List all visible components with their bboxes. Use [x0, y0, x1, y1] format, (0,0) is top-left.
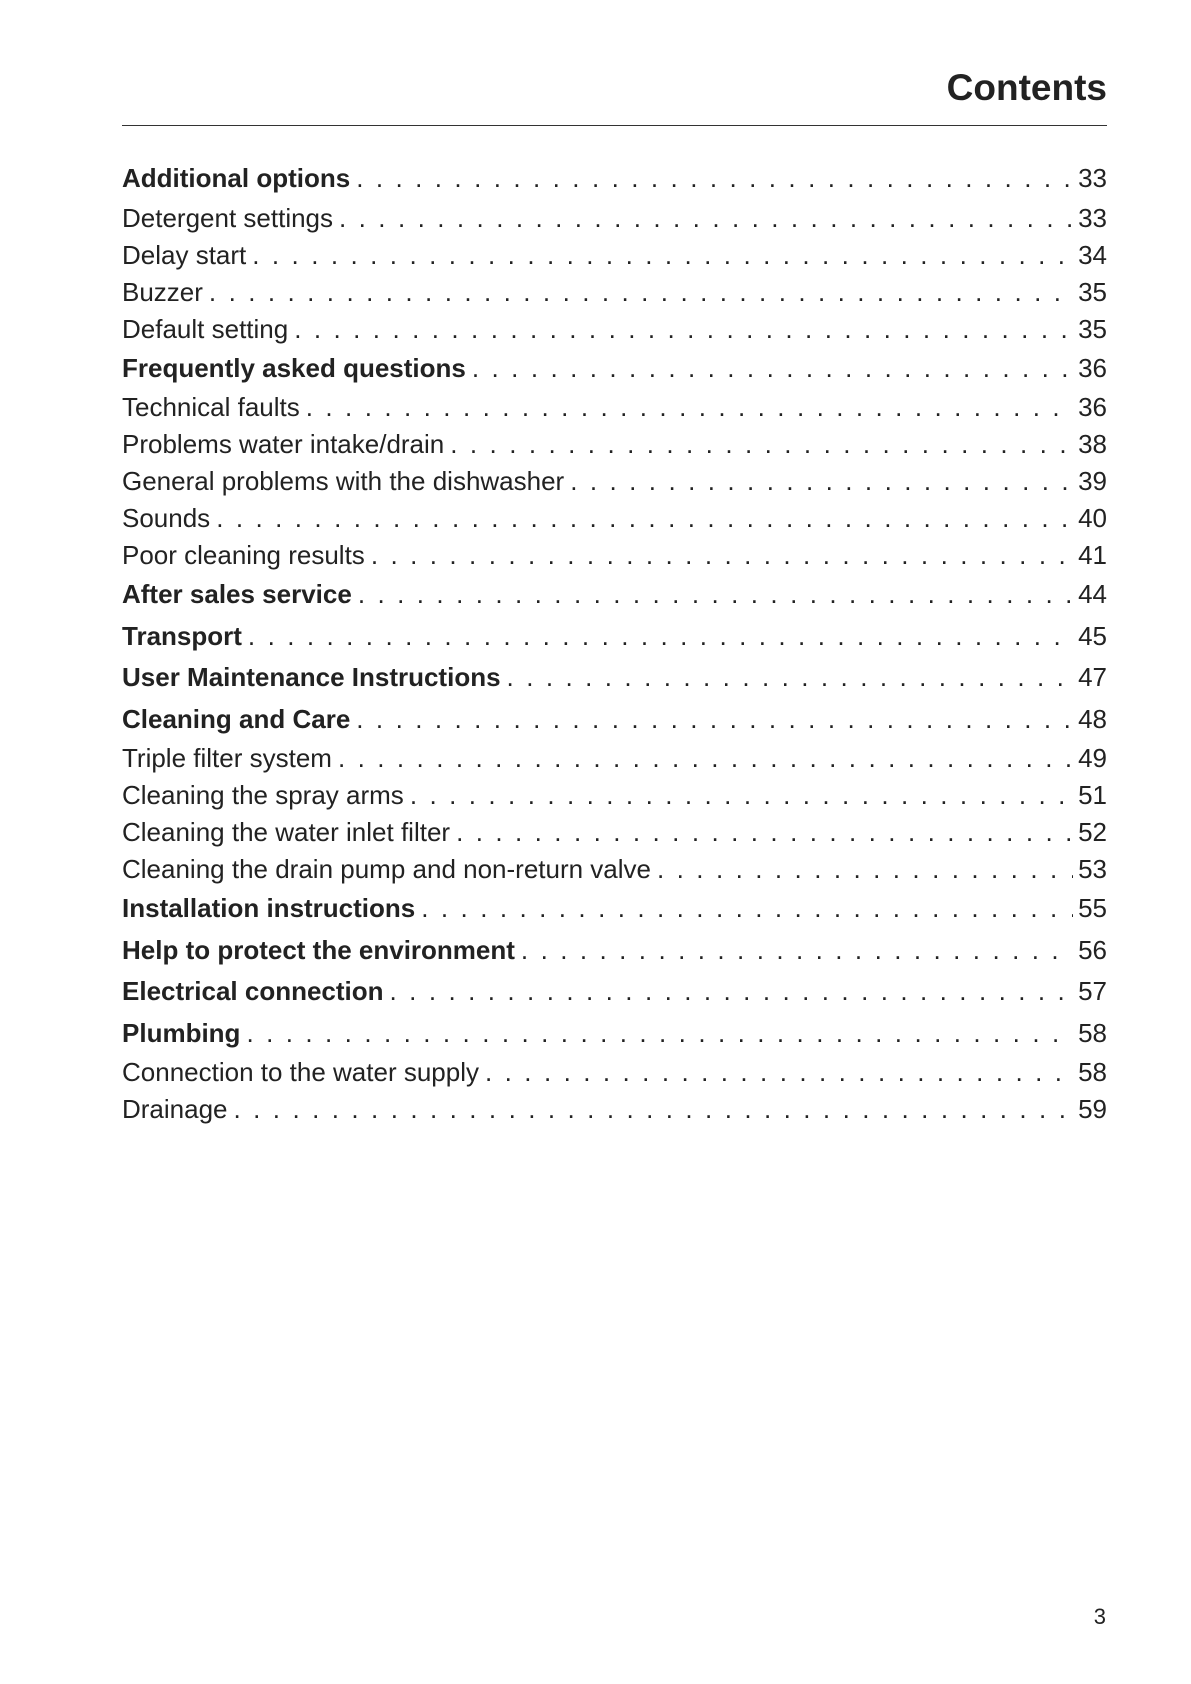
toc-entry-page: 55	[1078, 893, 1107, 923]
toc-entry-frequently-asked-questions[interactable]	[122, 348, 1107, 390]
dot-leader	[485, 1054, 1073, 1091]
toc-entry-label: Sounds	[122, 503, 211, 533]
dot-leader	[421, 888, 1073, 930]
toc-entry-page: 52	[1078, 817, 1107, 847]
dot-leader	[246, 1013, 1073, 1055]
toc-entry-page: 48	[1078, 703, 1107, 734]
toc-entry-cleaning-and-care[interactable]	[122, 699, 1107, 741]
toc-entry-page: 49	[1078, 743, 1107, 773]
toc-entry-label: User Maintenance Instructions	[122, 662, 501, 692]
toc-entry-label: Frequently asked questions	[122, 352, 466, 383]
toc-entry-page: 36	[1078, 392, 1107, 422]
toc-entry-delay-start[interactable]	[122, 237, 1107, 274]
toc-entry-label: Triple filter system	[122, 743, 332, 773]
toc-entry-additional-options[interactable]	[122, 158, 1107, 200]
toc-entry-plumbing[interactable]	[122, 1013, 1107, 1055]
toc-entry-label: Default setting	[122, 313, 289, 344]
toc-entry-page: 40	[1078, 503, 1107, 533]
toc-entry-page: 41	[1078, 540, 1107, 570]
dot-leader	[507, 657, 1073, 699]
toc-entry-default-setting[interactable]	[122, 311, 1107, 348]
toc-entry-installation-instructions[interactable]	[122, 888, 1107, 930]
toc-entry-connection-water-supply[interactable]	[122, 1054, 1107, 1091]
toc-entry-label: Plumbing	[122, 1017, 241, 1048]
toc-entry-drainage[interactable]	[122, 1091, 1107, 1128]
toc-entry-label: Cleaning the drain pump and non-return valve	[122, 854, 652, 884]
toc-entry-page: 45	[1078, 620, 1107, 651]
toc-entry-label: Drainage	[122, 1094, 228, 1124]
toc-entry-help-protect-environment[interactable]	[122, 930, 1107, 972]
toc-entry-label: After sales service	[122, 579, 352, 609]
toc-entry-detergent-settings[interactable]	[122, 200, 1107, 237]
toc-entry-page: 53	[1078, 854, 1107, 884]
dot-leader	[456, 814, 1073, 851]
toc-entry-cleaning-water-inlet-filter[interactable]	[122, 814, 1107, 851]
toc-entry-page: 57	[1078, 976, 1107, 1006]
page-number: 3	[1093, 1604, 1106, 1629]
toc-entry-general-problems[interactable]	[122, 463, 1107, 500]
dot-leader	[356, 158, 1073, 200]
dot-leader	[358, 574, 1073, 616]
toc-entry-label: Cleaning the water inlet filter	[122, 817, 451, 847]
dot-leader	[657, 851, 1073, 888]
dot-leader	[248, 616, 1073, 658]
toc-entry-page: 36	[1078, 352, 1107, 383]
dot-leader	[209, 274, 1073, 311]
toc-entry-page: 39	[1078, 466, 1107, 496]
toc-entry-label: Transport	[122, 620, 242, 651]
toc-entry-label: Additional options	[122, 163, 351, 193]
toc-entry-label: Technical faults	[122, 392, 300, 422]
dot-leader	[234, 1091, 1073, 1128]
dot-leader	[390, 971, 1073, 1013]
dot-leader	[521, 930, 1073, 972]
toc-entry-label: Cleaning and Care	[122, 703, 351, 734]
dot-leader	[356, 699, 1073, 741]
toc-entry-electrical-connection[interactable]	[122, 971, 1107, 1013]
toc-entry-technical-faults[interactable]	[122, 389, 1107, 426]
toc-entry-label: Help to protect the environment	[122, 934, 515, 965]
toc-entry-page: 34	[1078, 239, 1107, 270]
dot-leader	[339, 200, 1073, 237]
dot-leader	[306, 389, 1073, 426]
toc-entry-cleaning-spray-arms[interactable]	[122, 777, 1107, 814]
dot-leader	[410, 777, 1073, 814]
toc-entry-page: 59	[1078, 1094, 1107, 1124]
table-of-contents	[122, 158, 1107, 1128]
toc-entry-transport[interactable]	[122, 616, 1107, 658]
dot-leader	[338, 740, 1073, 777]
toc-entry-label: Poor cleaning results	[122, 540, 365, 570]
toc-entry-page: 47	[1078, 662, 1107, 692]
toc-entry-label: Buzzer	[122, 276, 203, 307]
toc-entry-page: 44	[1078, 579, 1107, 609]
toc-entry-label: Detergent settings	[122, 202, 334, 233]
toc-entry-after-sales-service[interactable]	[122, 574, 1107, 616]
toc-entry-sounds[interactable]	[122, 500, 1107, 537]
toc-entry-triple-filter-system[interactable]	[122, 740, 1107, 777]
toc-entry-page: 38	[1078, 429, 1107, 459]
toc-entry-problems-water-intake-drain[interactable]	[122, 426, 1107, 463]
toc-entry-page: 35	[1078, 276, 1107, 307]
toc-entry-user-maintenance-instructions[interactable]	[122, 657, 1107, 699]
header-divider	[122, 125, 1107, 126]
toc-entry-label: Problems water intake/drain	[122, 429, 445, 459]
toc-entry-page: 51	[1078, 780, 1107, 810]
dot-leader	[450, 426, 1073, 463]
toc-entry-page: 56	[1078, 934, 1107, 965]
toc-entry-label: Installation instructions	[122, 893, 416, 923]
page-title: Contents	[946, 67, 1107, 108]
toc-entry-page: 58	[1078, 1017, 1107, 1048]
dot-leader	[570, 463, 1073, 500]
toc-entry-label: General problems with the dishwasher	[122, 466, 565, 496]
toc-entry-label: Cleaning the spray arms	[122, 780, 404, 810]
toc-entry-poor-cleaning-results[interactable]	[122, 537, 1107, 574]
dot-leader	[252, 237, 1073, 274]
toc-entry-page: 35	[1078, 313, 1107, 344]
toc-entry-page: 33	[1078, 163, 1107, 193]
toc-entry-label: Connection to the water supply	[122, 1057, 479, 1087]
toc-entry-label: Delay start	[122, 239, 247, 270]
dot-leader	[216, 500, 1073, 537]
toc-entry-buzzer[interactable]	[122, 274, 1107, 311]
toc-entry-page: 33	[1078, 202, 1107, 233]
toc-entry-page: 58	[1078, 1057, 1107, 1087]
dot-leader	[294, 311, 1073, 348]
dot-leader	[472, 348, 1073, 390]
toc-entry-label: Electrical connection	[122, 976, 384, 1006]
toc-entry-cleaning-drain-pump[interactable]	[122, 851, 1107, 888]
dot-leader	[371, 537, 1073, 574]
